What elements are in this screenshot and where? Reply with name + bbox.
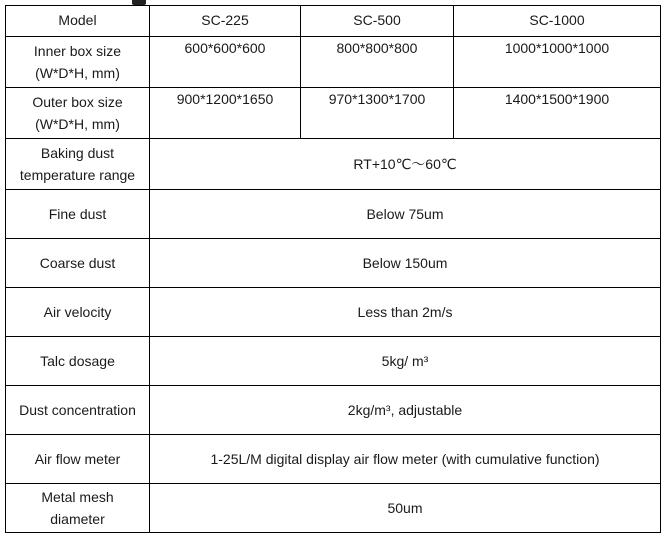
header-model-label: Model <box>6 6 150 37</box>
row-label-outer-box-size: Outer box size (W*D*H, mm) <box>6 88 150 139</box>
air-velocity-value: Less than 2m/s <box>150 288 661 337</box>
row-label-air-velocity: Air velocity <box>6 288 150 337</box>
row-label-air-flow-meter: Air flow meter <box>6 435 150 484</box>
header-model-sc-1000: SC-1000 <box>454 6 661 37</box>
talc-dosage-value: 5kg/ m³ <box>150 337 661 386</box>
inner-size-sc-225: 600*600*600 <box>150 37 301 88</box>
outer-size-sc-1000: 1400*1500*1900 <box>454 88 661 139</box>
row-label-fine-dust: Fine dust <box>6 190 150 239</box>
table-row <box>6 288 661 337</box>
baking-dust-temperature-value: RT+10℃～60℃ <box>150 139 661 190</box>
outer-size-sc-500: 970*1300*1700 <box>301 88 454 139</box>
table-row <box>6 88 661 139</box>
row-label-talc-dosage: Talc dosage <box>6 337 150 386</box>
coarse-dust-value: Below 150um <box>150 239 661 288</box>
header-model-sc-225: SC-225 <box>150 6 301 37</box>
fine-dust-value: Below 75um <box>150 190 661 239</box>
table-row <box>6 239 661 288</box>
table-row <box>6 190 661 239</box>
header-model-sc-500: SC-500 <box>301 6 454 37</box>
row-label-dust-concentration: Dust concentration <box>6 386 150 435</box>
metal-mesh-diameter-value: 50um <box>150 484 661 533</box>
inner-size-sc-500: 800*800*800 <box>301 37 454 88</box>
table-header-row <box>6 6 661 37</box>
table-row <box>6 139 661 190</box>
inner-size-sc-1000: 1000*1000*1000 <box>454 37 661 88</box>
row-label-metal-mesh-diameter: Metal mesh diameter <box>6 484 150 533</box>
table-row <box>6 484 661 533</box>
air-flow-meter-value: 1-25L/M digital display air flow meter (with cumulative function) <box>150 435 661 484</box>
table-row <box>6 386 661 435</box>
row-label-inner-box-size: Inner box size (W*D*H, mm) <box>6 37 150 88</box>
spec-table <box>5 5 661 533</box>
row-label-baking-dust-temperature: Baking dust temperature range <box>6 139 150 190</box>
table-row <box>6 337 661 386</box>
table-row <box>6 435 661 484</box>
dust-concentration-value: 2kg/m³, adjustable <box>150 386 661 435</box>
row-label-coarse-dust: Coarse dust <box>6 239 150 288</box>
outer-size-sc-225: 900*1200*1650 <box>150 88 301 139</box>
table-row <box>6 37 661 88</box>
